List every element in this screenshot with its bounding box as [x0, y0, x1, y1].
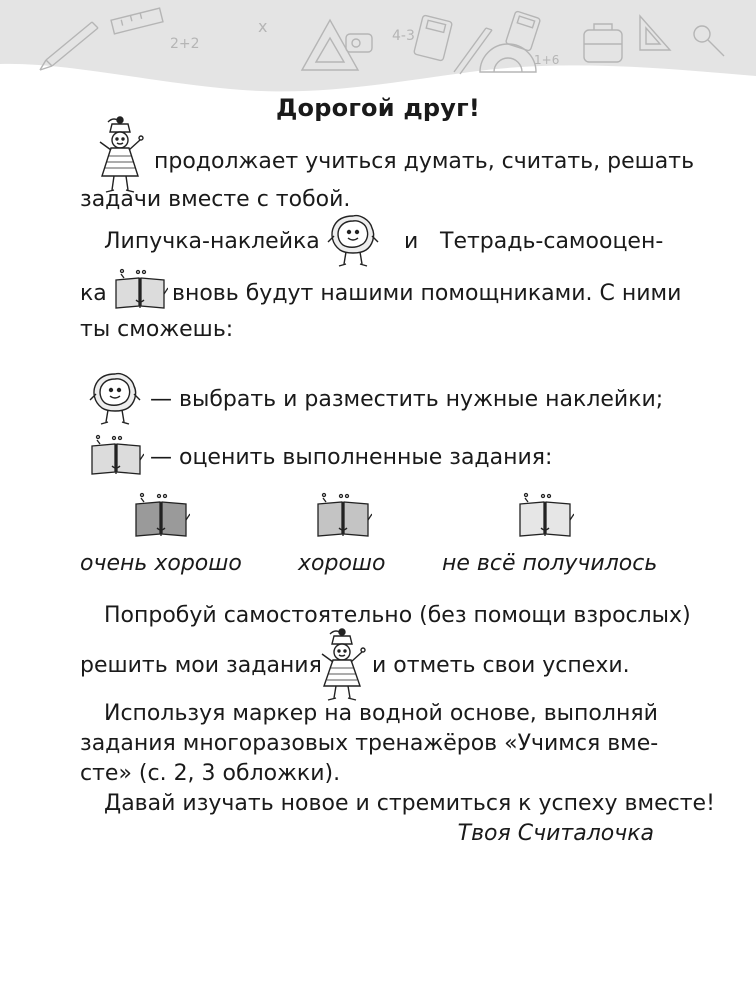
tetrad-notebook-icon [88, 432, 144, 478]
p2-lipuchka-text: Липучка-наклейка [104, 229, 320, 254]
p3-line-2b: и отметь свои успехи. [372, 653, 630, 678]
p2-tetrad-text: Тетрадь-самооцен- [440, 229, 664, 254]
p2-i-text: и [404, 229, 419, 254]
doodle-x: x [258, 17, 268, 36]
intro-line-2: задачи вместе с тобой. [80, 187, 351, 212]
schitalochka-girl-icon [316, 626, 368, 704]
rating-notebook-good-icon [314, 490, 372, 540]
tetrad-notebook-icon [112, 266, 168, 312]
rating-label-very-good: очень хорошо [80, 551, 242, 576]
p4-line-2: задания многоразовых тренажёров «Учимся вме- [80, 731, 659, 756]
lipuchka-sticker-icon [88, 370, 142, 428]
schitalochka-girl-icon [94, 114, 146, 196]
rating-notebook-very-good-icon [132, 490, 190, 540]
signature: Твоя Считалочка [457, 821, 654, 846]
p2-ka-text: ка [80, 281, 107, 306]
p3-line-2a: решить мои задания [80, 653, 322, 678]
p3-line-1: Попробуй самостоятельно (без помощи взрослых) [104, 603, 691, 628]
page-title: Дорогой друг! [275, 94, 481, 122]
list-item-2: — оценить выполненные задания: [150, 445, 553, 470]
doodle-1plus6: 1+6 [534, 53, 560, 67]
doodle-4minus3: 4-3 [392, 28, 415, 44]
rating-label-good: хорошо [298, 551, 386, 576]
p2-line-4: ты сможешь: [80, 317, 234, 342]
lipuchka-sticker-icon [326, 212, 380, 270]
list-item-1: — выбрать и разместить нужные наклейки; [150, 387, 664, 412]
rating-notebook-not-all-icon [516, 490, 574, 540]
p5-line: Давай изучать новое и стремиться к успеху вместе! [104, 791, 715, 816]
p2-line-3: вновь будут нашими помощниками. С ними [172, 281, 682, 306]
doodle-2plus2: 2+2 [170, 36, 200, 52]
p4-line-3: сте» (с. 2, 3 обложки). [80, 761, 341, 786]
intro-line-1: продолжает учиться думать, считать, решать [154, 149, 695, 174]
rating-label-not-all: не всё получилось [442, 551, 658, 576]
p4-line-1: Используя маркер на водной основе, выполняй [104, 701, 658, 726]
